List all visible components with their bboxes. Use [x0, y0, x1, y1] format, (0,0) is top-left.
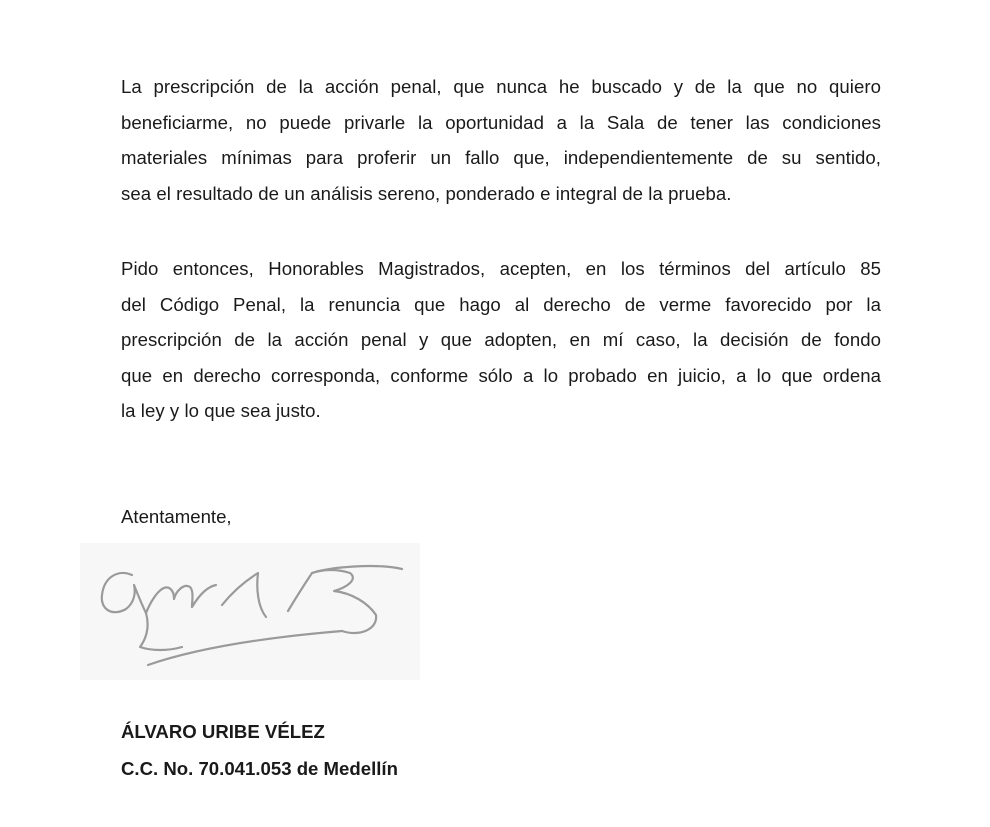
paragraph-line: Pido entonces, Honorables Magistrados, acepten, en los términos del artículo 85	[121, 258, 881, 279]
paragraph-line: del Código Penal, la renuncia que hago al derecho de verme favorecido por la	[121, 293, 881, 315]
paragraph-line: beneficiarme, no puede privarle la oportunidad a la Sala de tener las condiciones	[121, 111, 881, 133]
paragraph-line: la ley y lo que sea justo.	[121, 400, 321, 422]
paragraph-line: La prescripción de la acción penal, que nunca he buscado y de la que no quiero	[121, 76, 881, 97]
signature-image	[80, 543, 420, 680]
signature-icon	[80, 543, 420, 680]
closing-salutation: Atentamente,	[121, 506, 232, 527]
paragraph-line: que en derecho corresponda, conforme sólo a lo probado en juicio, a lo que ordena	[121, 364, 881, 386]
paragraph-line: sea el resultado de un análisis sereno, ponderado e integral de la prueba.	[121, 182, 732, 204]
signer-id-number: C.C. No. 70.041.053 de Medellín	[121, 758, 398, 779]
paragraph-line: prescripción de la acción penal y que adopten, en mí caso, la decisión de fondo	[121, 329, 881, 351]
paragraph-prescription	[121, 69, 881, 211]
paragraph-request	[121, 251, 881, 429]
paragraph-line: materiales mínimas para proferir un fallo que, independientemente de su sentido,	[121, 147, 881, 169]
signer-name: ÁLVARO URIBE VÉLEZ	[121, 721, 325, 742]
